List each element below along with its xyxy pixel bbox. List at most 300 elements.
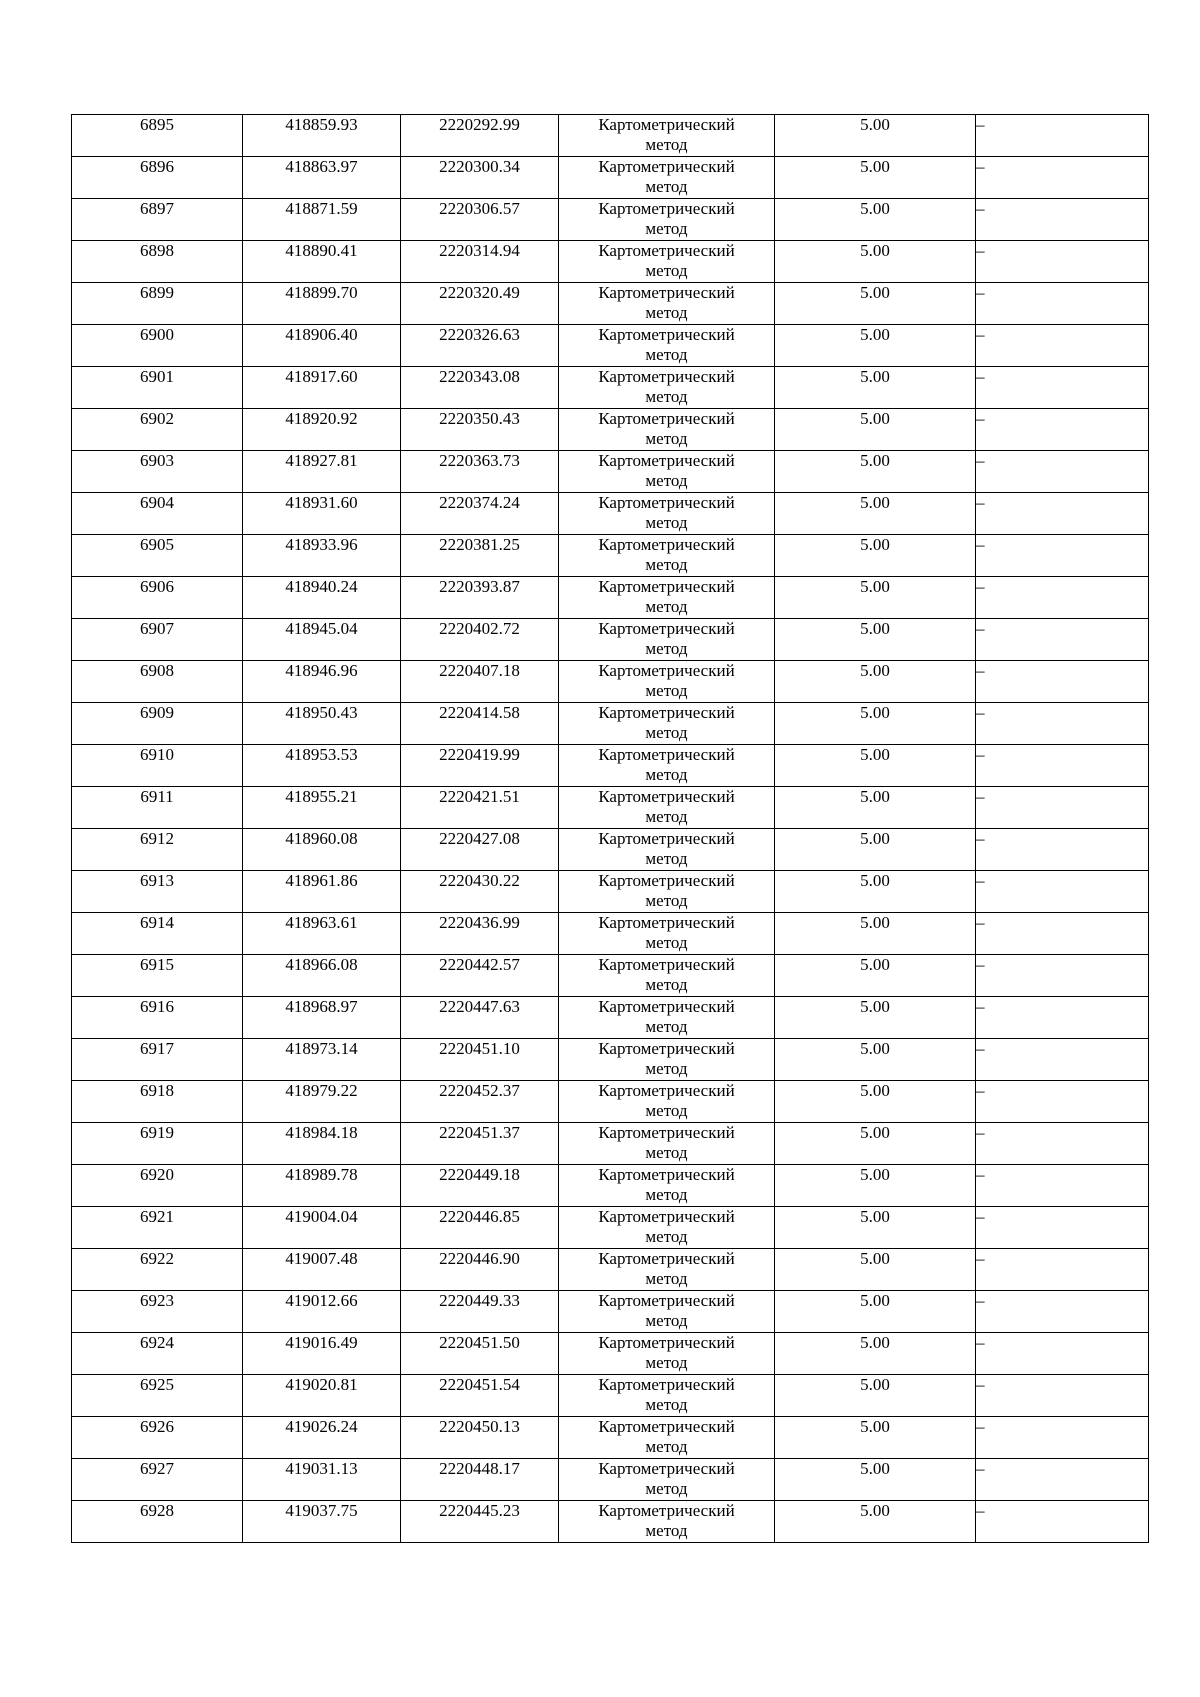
point-number-cell: 6906 [72, 577, 243, 619]
note-cell: – [976, 745, 1149, 787]
accuracy-cell: 5.00 [775, 283, 976, 325]
method-line-1: Картометрический [598, 1375, 735, 1394]
method-line-2: метод [645, 1479, 688, 1498]
y-coordinate-cell: 2220427.08 [401, 829, 559, 871]
table-row [72, 409, 1149, 451]
point-number-cell: 6900 [72, 325, 243, 367]
method-line-2: метод [645, 765, 688, 784]
x-coordinate-cell: 419020.81 [243, 1375, 401, 1417]
table-row [72, 955, 1149, 997]
x-coordinate-cell: 419037.75 [243, 1501, 401, 1543]
method-line-2: метод [645, 135, 688, 154]
method-line-1: Картометрический [598, 955, 735, 974]
x-coordinate-cell: 418931.60 [243, 493, 401, 535]
method-cell [559, 661, 775, 703]
note-cell: – [976, 787, 1149, 829]
x-coordinate-cell: 418940.24 [243, 577, 401, 619]
method-cell [559, 1249, 775, 1291]
y-coordinate-cell: 2220451.10 [401, 1039, 559, 1081]
accuracy-cell: 5.00 [775, 199, 976, 241]
table-row [72, 1501, 1149, 1543]
accuracy-cell: 5.00 [775, 1333, 976, 1375]
accuracy-cell: 5.00 [775, 1417, 976, 1459]
method-line-2: метод [645, 261, 688, 280]
method-cell [559, 1417, 775, 1459]
method-line-2: метод [645, 1227, 688, 1246]
x-coordinate-cell: 419016.49 [243, 1333, 401, 1375]
y-coordinate-cell: 2220292.99 [401, 115, 559, 157]
note-cell: – [976, 1207, 1149, 1249]
x-coordinate-cell: 418966.08 [243, 955, 401, 997]
method-cell [559, 619, 775, 661]
accuracy-cell: 5.00 [775, 115, 976, 157]
table-row [72, 997, 1149, 1039]
note-cell: – [976, 1333, 1149, 1375]
accuracy-cell: 5.00 [775, 535, 976, 577]
method-line-2: метод [645, 639, 688, 658]
method-line-2: метод [645, 1353, 688, 1372]
y-coordinate-cell: 2220446.90 [401, 1249, 559, 1291]
point-number-cell: 6905 [72, 535, 243, 577]
accuracy-cell: 5.00 [775, 1291, 976, 1333]
y-coordinate-cell: 2220430.22 [401, 871, 559, 913]
x-coordinate-cell: 418917.60 [243, 367, 401, 409]
accuracy-cell: 5.00 [775, 157, 976, 199]
method-line-2: метод [645, 1101, 688, 1120]
method-cell [559, 157, 775, 199]
point-number-cell: 6919 [72, 1123, 243, 1165]
method-line-1: Картометрический [598, 241, 735, 260]
note-cell: – [976, 577, 1149, 619]
table-row [72, 157, 1149, 199]
point-number-cell: 6924 [72, 1333, 243, 1375]
y-coordinate-cell: 2220448.17 [401, 1459, 559, 1501]
x-coordinate-cell: 418989.78 [243, 1165, 401, 1207]
y-coordinate-cell: 2220419.99 [401, 745, 559, 787]
note-cell: – [976, 955, 1149, 997]
y-coordinate-cell: 2220343.08 [401, 367, 559, 409]
method-cell [559, 325, 775, 367]
accuracy-cell: 5.00 [775, 997, 976, 1039]
y-coordinate-cell: 2220449.33 [401, 1291, 559, 1333]
point-number-cell: 6918 [72, 1081, 243, 1123]
point-number-cell: 6901 [72, 367, 243, 409]
method-line-1: Картометрический [598, 1417, 735, 1436]
point-number-cell: 6911 [72, 787, 243, 829]
method-line-2: метод [645, 681, 688, 700]
accuracy-cell: 5.00 [775, 619, 976, 661]
x-coordinate-cell: 418961.86 [243, 871, 401, 913]
accuracy-cell: 5.00 [775, 871, 976, 913]
accuracy-cell: 5.00 [775, 1249, 976, 1291]
method-cell [559, 787, 775, 829]
method-line-2: метод [645, 1311, 688, 1330]
method-cell [559, 241, 775, 283]
method-line-2: метод [645, 1269, 688, 1288]
x-coordinate-cell: 418946.96 [243, 661, 401, 703]
x-coordinate-cell: 418920.92 [243, 409, 401, 451]
note-cell: – [976, 997, 1149, 1039]
table-row [72, 493, 1149, 535]
table-row [72, 829, 1149, 871]
method-cell [559, 1459, 775, 1501]
method-cell [559, 367, 775, 409]
method-cell [559, 535, 775, 577]
method-line-1: Картометрический [598, 493, 735, 512]
method-line-1: Картометрический [598, 1333, 735, 1352]
x-coordinate-cell: 418968.97 [243, 997, 401, 1039]
y-coordinate-cell: 2220451.54 [401, 1375, 559, 1417]
x-coordinate-cell: 418933.96 [243, 535, 401, 577]
point-number-cell: 6925 [72, 1375, 243, 1417]
accuracy-cell: 5.00 [775, 1501, 976, 1543]
point-number-cell: 6913 [72, 871, 243, 913]
note-cell: – [976, 493, 1149, 535]
method-line-2: метод [645, 849, 688, 868]
coordinates-table-body [72, 115, 1149, 1543]
method-cell [559, 997, 775, 1039]
table-row [72, 1291, 1149, 1333]
method-line-1: Картометрический [598, 1039, 735, 1058]
point-number-cell: 6907 [72, 619, 243, 661]
method-line-1: Картометрический [598, 283, 735, 302]
point-number-cell: 6921 [72, 1207, 243, 1249]
method-line-2: метод [645, 1017, 688, 1036]
method-line-2: метод [645, 555, 688, 574]
accuracy-cell: 5.00 [775, 829, 976, 871]
table-row [72, 367, 1149, 409]
x-coordinate-cell: 418871.59 [243, 199, 401, 241]
method-cell [559, 451, 775, 493]
x-coordinate-cell: 419031.13 [243, 1459, 401, 1501]
method-line-1: Картометрический [598, 1249, 735, 1268]
method-cell [559, 1291, 775, 1333]
accuracy-cell: 5.00 [775, 1123, 976, 1165]
method-line-1: Картометрический [598, 1501, 735, 1520]
method-cell [559, 1207, 775, 1249]
point-number-cell: 6923 [72, 1291, 243, 1333]
x-coordinate-cell: 419004.04 [243, 1207, 401, 1249]
x-coordinate-cell: 419026.24 [243, 1417, 401, 1459]
x-coordinate-cell: 418945.04 [243, 619, 401, 661]
method-cell [559, 955, 775, 997]
point-number-cell: 6897 [72, 199, 243, 241]
point-number-cell: 6898 [72, 241, 243, 283]
method-cell [559, 1081, 775, 1123]
accuracy-cell: 5.00 [775, 661, 976, 703]
table-row [72, 283, 1149, 325]
method-cell [559, 871, 775, 913]
method-line-1: Картометрический [598, 787, 735, 806]
accuracy-cell: 5.00 [775, 325, 976, 367]
note-cell: – [976, 1081, 1149, 1123]
y-coordinate-cell: 2220314.94 [401, 241, 559, 283]
y-coordinate-cell: 2220326.63 [401, 325, 559, 367]
table-row [72, 1123, 1149, 1165]
method-cell [559, 745, 775, 787]
method-line-2: метод [645, 975, 688, 994]
method-cell [559, 199, 775, 241]
method-cell [559, 1333, 775, 1375]
accuracy-cell: 5.00 [775, 367, 976, 409]
method-line-1: Картометрический [598, 1291, 735, 1310]
table-row [72, 1375, 1149, 1417]
method-line-1: Картометрический [598, 325, 735, 344]
note-cell: – [976, 157, 1149, 199]
note-cell: – [976, 199, 1149, 241]
note-cell: – [976, 871, 1149, 913]
accuracy-cell: 5.00 [775, 955, 976, 997]
point-number-cell: 6902 [72, 409, 243, 451]
point-number-cell: 6909 [72, 703, 243, 745]
method-line-2: метод [645, 1395, 688, 1414]
y-coordinate-cell: 2220300.34 [401, 157, 559, 199]
method-cell [559, 409, 775, 451]
method-line-1: Картометрический [598, 703, 735, 722]
coordinates-table [71, 114, 1149, 1543]
method-line-1: Картометрический [598, 1459, 735, 1478]
method-line-2: метод [645, 513, 688, 532]
method-line-2: метод [645, 471, 688, 490]
table-row [72, 871, 1149, 913]
note-cell: – [976, 1291, 1149, 1333]
table-row [72, 1459, 1149, 1501]
accuracy-cell: 5.00 [775, 451, 976, 493]
accuracy-cell: 5.00 [775, 1081, 976, 1123]
point-number-cell: 6899 [72, 283, 243, 325]
x-coordinate-cell: 418899.70 [243, 283, 401, 325]
x-coordinate-cell: 418950.43 [243, 703, 401, 745]
table-row [72, 703, 1149, 745]
method-line-1: Картометрический [598, 913, 735, 932]
method-line-2: метод [645, 933, 688, 952]
accuracy-cell: 5.00 [775, 577, 976, 619]
x-coordinate-cell: 419012.66 [243, 1291, 401, 1333]
table-row [72, 1039, 1149, 1081]
table-row [72, 115, 1149, 157]
point-number-cell: 6916 [72, 997, 243, 1039]
accuracy-cell: 5.00 [775, 409, 976, 451]
accuracy-cell: 5.00 [775, 241, 976, 283]
point-number-cell: 6895 [72, 115, 243, 157]
method-cell [559, 1123, 775, 1165]
x-coordinate-cell: 418984.18 [243, 1123, 401, 1165]
method-line-2: метод [645, 345, 688, 364]
x-coordinate-cell: 418960.08 [243, 829, 401, 871]
point-number-cell: 6896 [72, 157, 243, 199]
table-row [72, 1165, 1149, 1207]
point-number-cell: 6927 [72, 1459, 243, 1501]
point-number-cell: 6912 [72, 829, 243, 871]
method-line-2: метод [645, 807, 688, 826]
table-row [72, 787, 1149, 829]
method-cell [559, 493, 775, 535]
x-coordinate-cell: 418927.81 [243, 451, 401, 493]
method-line-1: Картометрический [598, 115, 735, 134]
method-cell [559, 1501, 775, 1543]
y-coordinate-cell: 2220436.99 [401, 913, 559, 955]
y-coordinate-cell: 2220381.25 [401, 535, 559, 577]
table-row [72, 199, 1149, 241]
y-coordinate-cell: 2220407.18 [401, 661, 559, 703]
accuracy-cell: 5.00 [775, 703, 976, 745]
y-coordinate-cell: 2220350.43 [401, 409, 559, 451]
method-line-1: Картометрический [598, 997, 735, 1016]
note-cell: – [976, 913, 1149, 955]
method-line-1: Картометрический [598, 451, 735, 470]
y-coordinate-cell: 2220374.24 [401, 493, 559, 535]
method-cell [559, 577, 775, 619]
table-row [72, 1249, 1149, 1291]
method-line-1: Картометрический [598, 1207, 735, 1226]
accuracy-cell: 5.00 [775, 1165, 976, 1207]
point-number-cell: 6910 [72, 745, 243, 787]
x-coordinate-cell: 419007.48 [243, 1249, 401, 1291]
table-row [72, 1417, 1149, 1459]
method-line-2: метод [645, 1521, 688, 1540]
accuracy-cell: 5.00 [775, 1207, 976, 1249]
method-line-1: Картометрический [598, 829, 735, 848]
note-cell: – [976, 1165, 1149, 1207]
method-cell [559, 1165, 775, 1207]
point-number-cell: 6908 [72, 661, 243, 703]
method-line-2: метод [645, 723, 688, 742]
table-row [72, 325, 1149, 367]
accuracy-cell: 5.00 [775, 1039, 976, 1081]
method-line-1: Картометрический [598, 661, 735, 680]
note-cell: – [976, 703, 1149, 745]
accuracy-cell: 5.00 [775, 913, 976, 955]
method-cell [559, 1039, 775, 1081]
point-number-cell: 6922 [72, 1249, 243, 1291]
note-cell: – [976, 241, 1149, 283]
x-coordinate-cell: 418979.22 [243, 1081, 401, 1123]
table-row [72, 1333, 1149, 1375]
note-cell: – [976, 1417, 1149, 1459]
method-cell [559, 283, 775, 325]
note-cell: – [976, 367, 1149, 409]
method-cell [559, 913, 775, 955]
x-coordinate-cell: 418963.61 [243, 913, 401, 955]
y-coordinate-cell: 2220320.49 [401, 283, 559, 325]
method-line-1: Картометрический [598, 367, 735, 386]
point-number-cell: 6920 [72, 1165, 243, 1207]
point-number-cell: 6903 [72, 451, 243, 493]
note-cell: – [976, 451, 1149, 493]
note-cell: – [976, 1249, 1149, 1291]
accuracy-cell: 5.00 [775, 493, 976, 535]
note-cell: – [976, 1123, 1149, 1165]
method-line-1: Картометрический [598, 619, 735, 638]
table-row [72, 1081, 1149, 1123]
table-row [72, 913, 1149, 955]
method-line-2: метод [645, 177, 688, 196]
y-coordinate-cell: 2220306.57 [401, 199, 559, 241]
x-coordinate-cell: 418955.21 [243, 787, 401, 829]
method-line-2: метод [645, 303, 688, 322]
table-row [72, 577, 1149, 619]
y-coordinate-cell: 2220445.23 [401, 1501, 559, 1543]
method-line-2: метод [645, 219, 688, 238]
method-line-2: метод [645, 597, 688, 616]
method-line-2: метод [645, 1437, 688, 1456]
note-cell: – [976, 1375, 1149, 1417]
table-row [72, 661, 1149, 703]
point-number-cell: 6904 [72, 493, 243, 535]
method-line-2: метод [645, 1059, 688, 1078]
y-coordinate-cell: 2220451.37 [401, 1123, 559, 1165]
accuracy-cell: 5.00 [775, 1459, 976, 1501]
table-row [72, 1207, 1149, 1249]
note-cell: – [976, 1501, 1149, 1543]
method-line-1: Картометрический [598, 577, 735, 596]
x-coordinate-cell: 418906.40 [243, 325, 401, 367]
point-number-cell: 6926 [72, 1417, 243, 1459]
note-cell: – [976, 283, 1149, 325]
method-cell [559, 115, 775, 157]
method-line-1: Картометрический [598, 745, 735, 764]
accuracy-cell: 5.00 [775, 1375, 976, 1417]
x-coordinate-cell: 418953.53 [243, 745, 401, 787]
table-row [72, 535, 1149, 577]
method-line-1: Картометрический [598, 1081, 735, 1100]
method-line-2: метод [645, 891, 688, 910]
x-coordinate-cell: 418863.97 [243, 157, 401, 199]
accuracy-cell: 5.00 [775, 745, 976, 787]
y-coordinate-cell: 2220447.63 [401, 997, 559, 1039]
point-number-cell: 6915 [72, 955, 243, 997]
accuracy-cell: 5.00 [775, 787, 976, 829]
y-coordinate-cell: 2220450.13 [401, 1417, 559, 1459]
y-coordinate-cell: 2220442.57 [401, 955, 559, 997]
table-row [72, 745, 1149, 787]
method-line-1: Картометрический [598, 409, 735, 428]
note-cell: – [976, 661, 1149, 703]
method-line-1: Картометрический [598, 535, 735, 554]
note-cell: – [976, 619, 1149, 661]
method-line-2: метод [645, 1143, 688, 1162]
document-page [71, 114, 1148, 1543]
note-cell: – [976, 409, 1149, 451]
x-coordinate-cell: 418859.93 [243, 115, 401, 157]
y-coordinate-cell: 2220393.87 [401, 577, 559, 619]
point-number-cell: 6917 [72, 1039, 243, 1081]
method-line-1: Картометрический [598, 1123, 735, 1142]
note-cell: – [976, 325, 1149, 367]
y-coordinate-cell: 2220446.85 [401, 1207, 559, 1249]
point-number-cell: 6914 [72, 913, 243, 955]
method-line-1: Картометрический [598, 871, 735, 890]
y-coordinate-cell: 2220451.50 [401, 1333, 559, 1375]
note-cell: – [976, 115, 1149, 157]
note-cell: – [976, 1039, 1149, 1081]
table-row [72, 619, 1149, 661]
method-line-1: Картометрический [598, 199, 735, 218]
x-coordinate-cell: 418890.41 [243, 241, 401, 283]
note-cell: – [976, 829, 1149, 871]
note-cell: – [976, 1459, 1149, 1501]
method-line-1: Картометрический [598, 1165, 735, 1184]
method-line-2: метод [645, 1185, 688, 1204]
table-row [72, 451, 1149, 493]
method-line-2: метод [645, 429, 688, 448]
method-cell [559, 1375, 775, 1417]
y-coordinate-cell: 2220452.37 [401, 1081, 559, 1123]
table-row [72, 241, 1149, 283]
y-coordinate-cell: 2220449.18 [401, 1165, 559, 1207]
method-line-1: Картометрический [598, 157, 735, 176]
y-coordinate-cell: 2220402.72 [401, 619, 559, 661]
